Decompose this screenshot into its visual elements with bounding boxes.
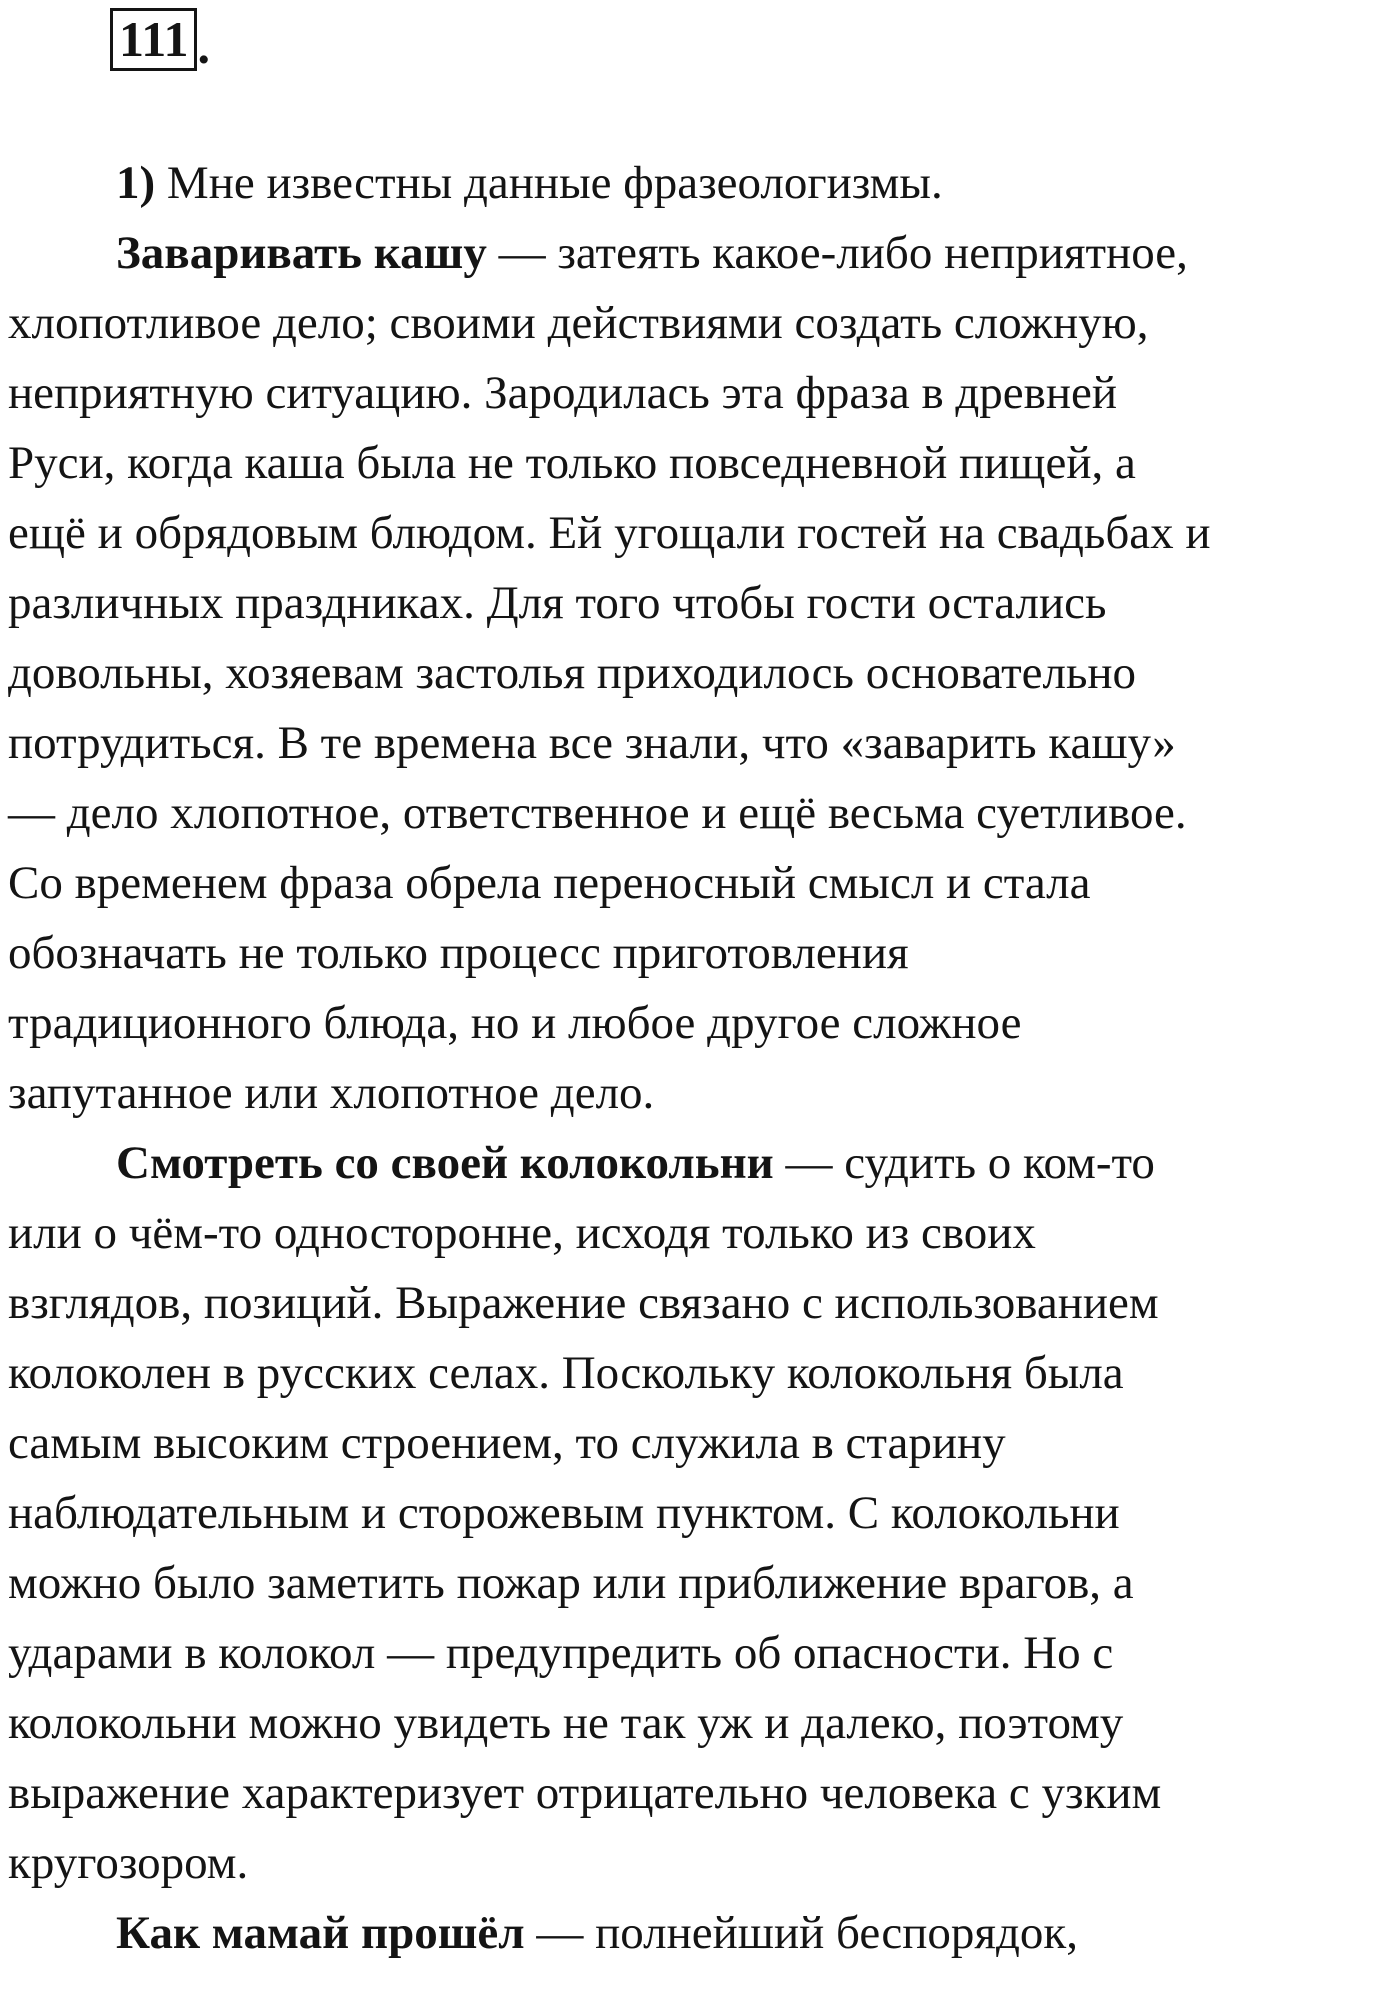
document-body — [8, 148, 1393, 1968]
entry-line: ударами в колокол — предупредить об опасности. Но с — [8, 1627, 1114, 1679]
task-number-suffix: . — [197, 18, 210, 74]
entry-line: довольны, хозяевам застолья приходилось основательно — [8, 647, 1137, 699]
entry-line: можно было заметить пожар или приближение врагов, а — [8, 1557, 1134, 1609]
entry-line: самым высоким строением, то служила в старину — [8, 1417, 1006, 1469]
idiom-term: Заваривать кашу — [116, 227, 487, 279]
entry-line: кругозором. — [8, 1837, 249, 1889]
task-number-box: 111 — [110, 8, 197, 71]
idiom-term: Как мамай прошёл — [116, 1907, 525, 1959]
entry-line: Руси, когда каша была не только повседневной пищей, а — [8, 437, 1136, 489]
entry-line: наблюдательным и сторожевым пунктом. С колокольни — [8, 1487, 1120, 1539]
entry-line: различных праздниках. Для того чтобы гости остались — [8, 577, 1107, 629]
entry-line: потрудиться. В те времена все знали, что «заварить кашу» — [8, 717, 1176, 769]
entry-line: неприятную ситуацию. Зародилась эта фраза в древней — [8, 367, 1118, 419]
entry-line: выражение характеризует отрицательно человека с узким — [8, 1767, 1162, 1819]
entry-text: — затеять какое-либо неприятное, — [486, 227, 1188, 279]
entry-line: колокольни можно увидеть не так уж и далеко, поэтому — [8, 1697, 1124, 1749]
intro-line — [8, 148, 1393, 218]
intro-text: Мне известны данные фразеологизмы. — [155, 157, 943, 209]
entry-first-line — [8, 1898, 1393, 1968]
entry-line: хлопотливое дело; своими действиями создать сложную, — [8, 297, 1149, 349]
entry-text: — полнейший беспорядок, — [524, 1907, 1078, 1959]
entry-line: запутанное или хлопотное дело. — [8, 1067, 655, 1119]
entry-line: традиционного блюда, но и любое другое сложное — [8, 997, 1022, 1049]
intro-marker: 1) — [116, 157, 156, 209]
entry-line: колоколен в русских селах. Поскольку колокольня была — [8, 1347, 1124, 1399]
entry-line: взглядов, позиций. Выражение связано с использованием — [8, 1277, 1159, 1329]
entry-line: обозначать не только процесс приготовления — [8, 927, 909, 979]
entry-first-line — [8, 1128, 1393, 1198]
idiom-term: Смотреть со своей колокольни — [116, 1137, 774, 1189]
entry-first-line — [8, 218, 1393, 288]
entry-line: или о чём-то односторонне, исходя только из своих — [8, 1207, 1036, 1259]
entry-line: ещё и обрядовым блюдом. Ей угощали гостей на свадьбах и — [8, 507, 1211, 559]
entry-text: — судить о ком-то — [773, 1137, 1155, 1189]
entry-line: — дело хлопотное, ответственное и ещё весьма суетливое. — [8, 787, 1187, 839]
task-number — [110, 8, 210, 74]
entry-line: Со временем фраза обрела переносный смысл и стала — [8, 857, 1091, 909]
